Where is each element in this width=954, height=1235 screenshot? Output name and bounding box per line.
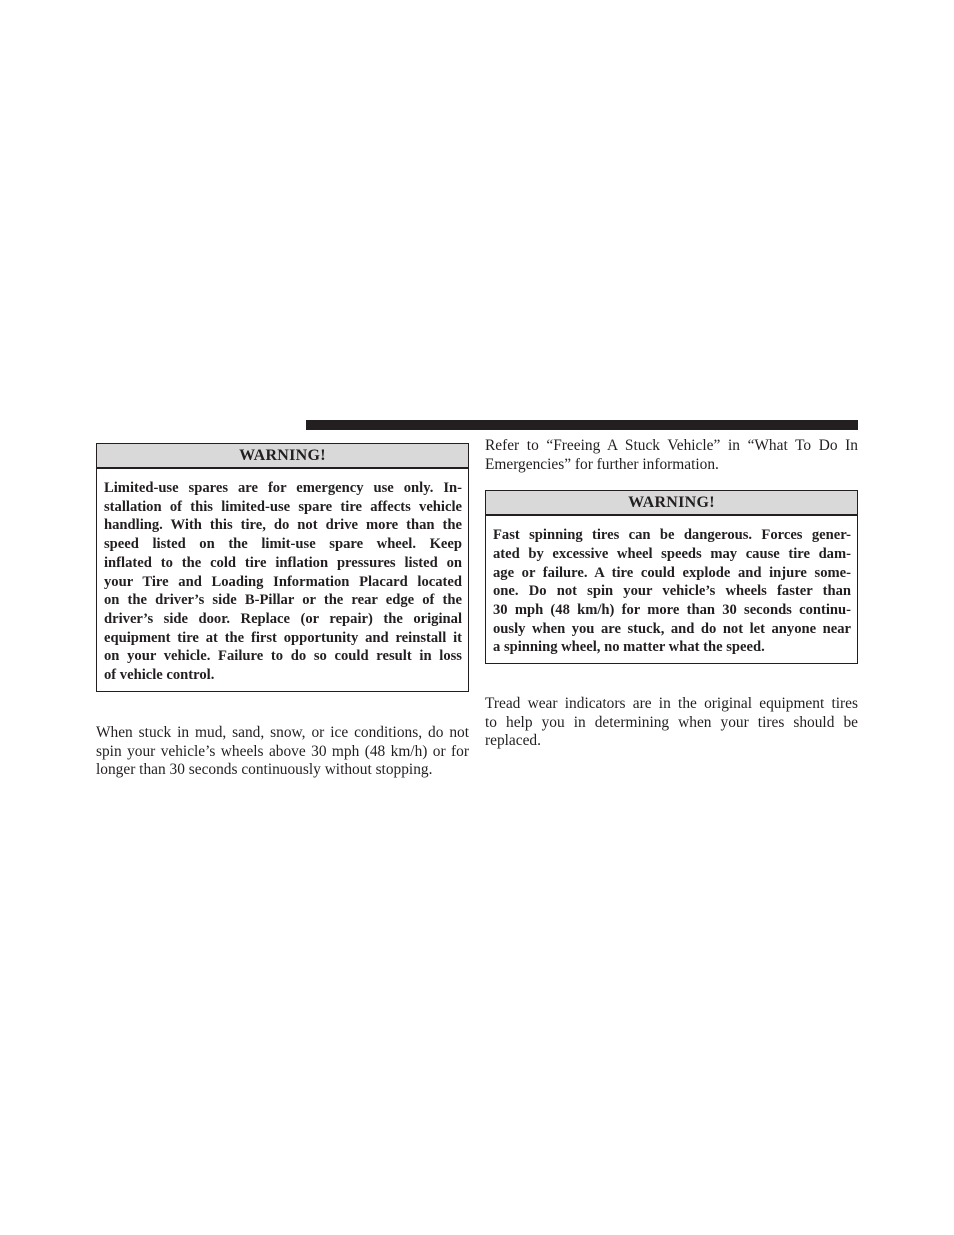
warning-line: your Tire and Loading Information Placard located <box>104 573 462 590</box>
warning-line: Limited-use spares are for emergency use only. In- <box>104 480 462 496</box>
warning-line: speed listed on the limit-use spare wheel. Keep <box>104 536 462 553</box>
warning-heading: WARNING! <box>486 491 857 516</box>
warning-text <box>97 469 468 693</box>
warning-line: driver’s side door. Replace (or repair) the original <box>104 610 462 627</box>
paragraph-line: Emergencies” for further information. <box>485 455 719 473</box>
paragraph-line: When stuck in mud, sand, snow, or ice conditions, do not <box>96 724 469 741</box>
paragraph-line: replaced. <box>485 732 541 750</box>
warning-line: Fast spinning tires can be dangerous. Forces gener- <box>493 527 851 544</box>
warning-line: ated by excessive wheel speeds may cause tire dam- <box>493 545 851 562</box>
section-header-bar <box>306 420 858 430</box>
warning-line: handling. With this tire, do not drive more than the <box>104 517 462 534</box>
warning-line: on the driver’s side B-Pillar or the rear edge of the <box>104 592 462 609</box>
spinning-tires-warning-box <box>485 490 858 664</box>
warning-line: one. Do not spin your vehicle’s wheels faster than <box>493 583 851 600</box>
warning-line: of vehicle control. <box>104 667 215 684</box>
left-column <box>96 443 469 780</box>
paragraph-line: spin your vehicle’s wheels above 30 mph (48 km/h) or for <box>96 742 469 760</box>
paragraph-line: to help you in determining when your tires should be <box>485 713 858 731</box>
paragraph-line: longer than 30 seconds continuously without stopping. <box>96 761 433 779</box>
tread-wear-paragraph <box>485 695 858 751</box>
spare-tire-warning-box <box>96 443 469 692</box>
right-column <box>485 437 858 751</box>
warning-line: 30 mph (48 km/h) for more than 30 seconds continu- <box>493 602 851 618</box>
paragraph-line: Refer to “Freeing A Stuck Vehicle” in “What To Do In <box>485 437 858 454</box>
warning-heading: WARNING! <box>97 444 468 469</box>
warning-line: on your vehicle. Failure to do so could result in loss <box>104 648 462 665</box>
stuck-conditions-paragraph <box>96 724 469 780</box>
warning-text <box>486 516 857 665</box>
warning-line: stallation of this limited-use spare tire affects vehicle <box>104 498 462 515</box>
warning-line: ously when you are stuck, and do not let anyone near <box>493 620 851 637</box>
warning-line: age or failure. A tire could explode and injure some- <box>493 564 851 581</box>
warning-line: a spinning wheel, no matter what the speed. <box>493 639 765 656</box>
refer-paragraph <box>485 437 858 474</box>
paragraph-line: Tread wear indicators are in the original equipment tires <box>485 695 858 713</box>
warning-line: equipment tire at the first opportunity and reinstall it <box>104 629 462 646</box>
warning-line: inflated to the cold tire inflation pressures listed on <box>104 554 462 571</box>
